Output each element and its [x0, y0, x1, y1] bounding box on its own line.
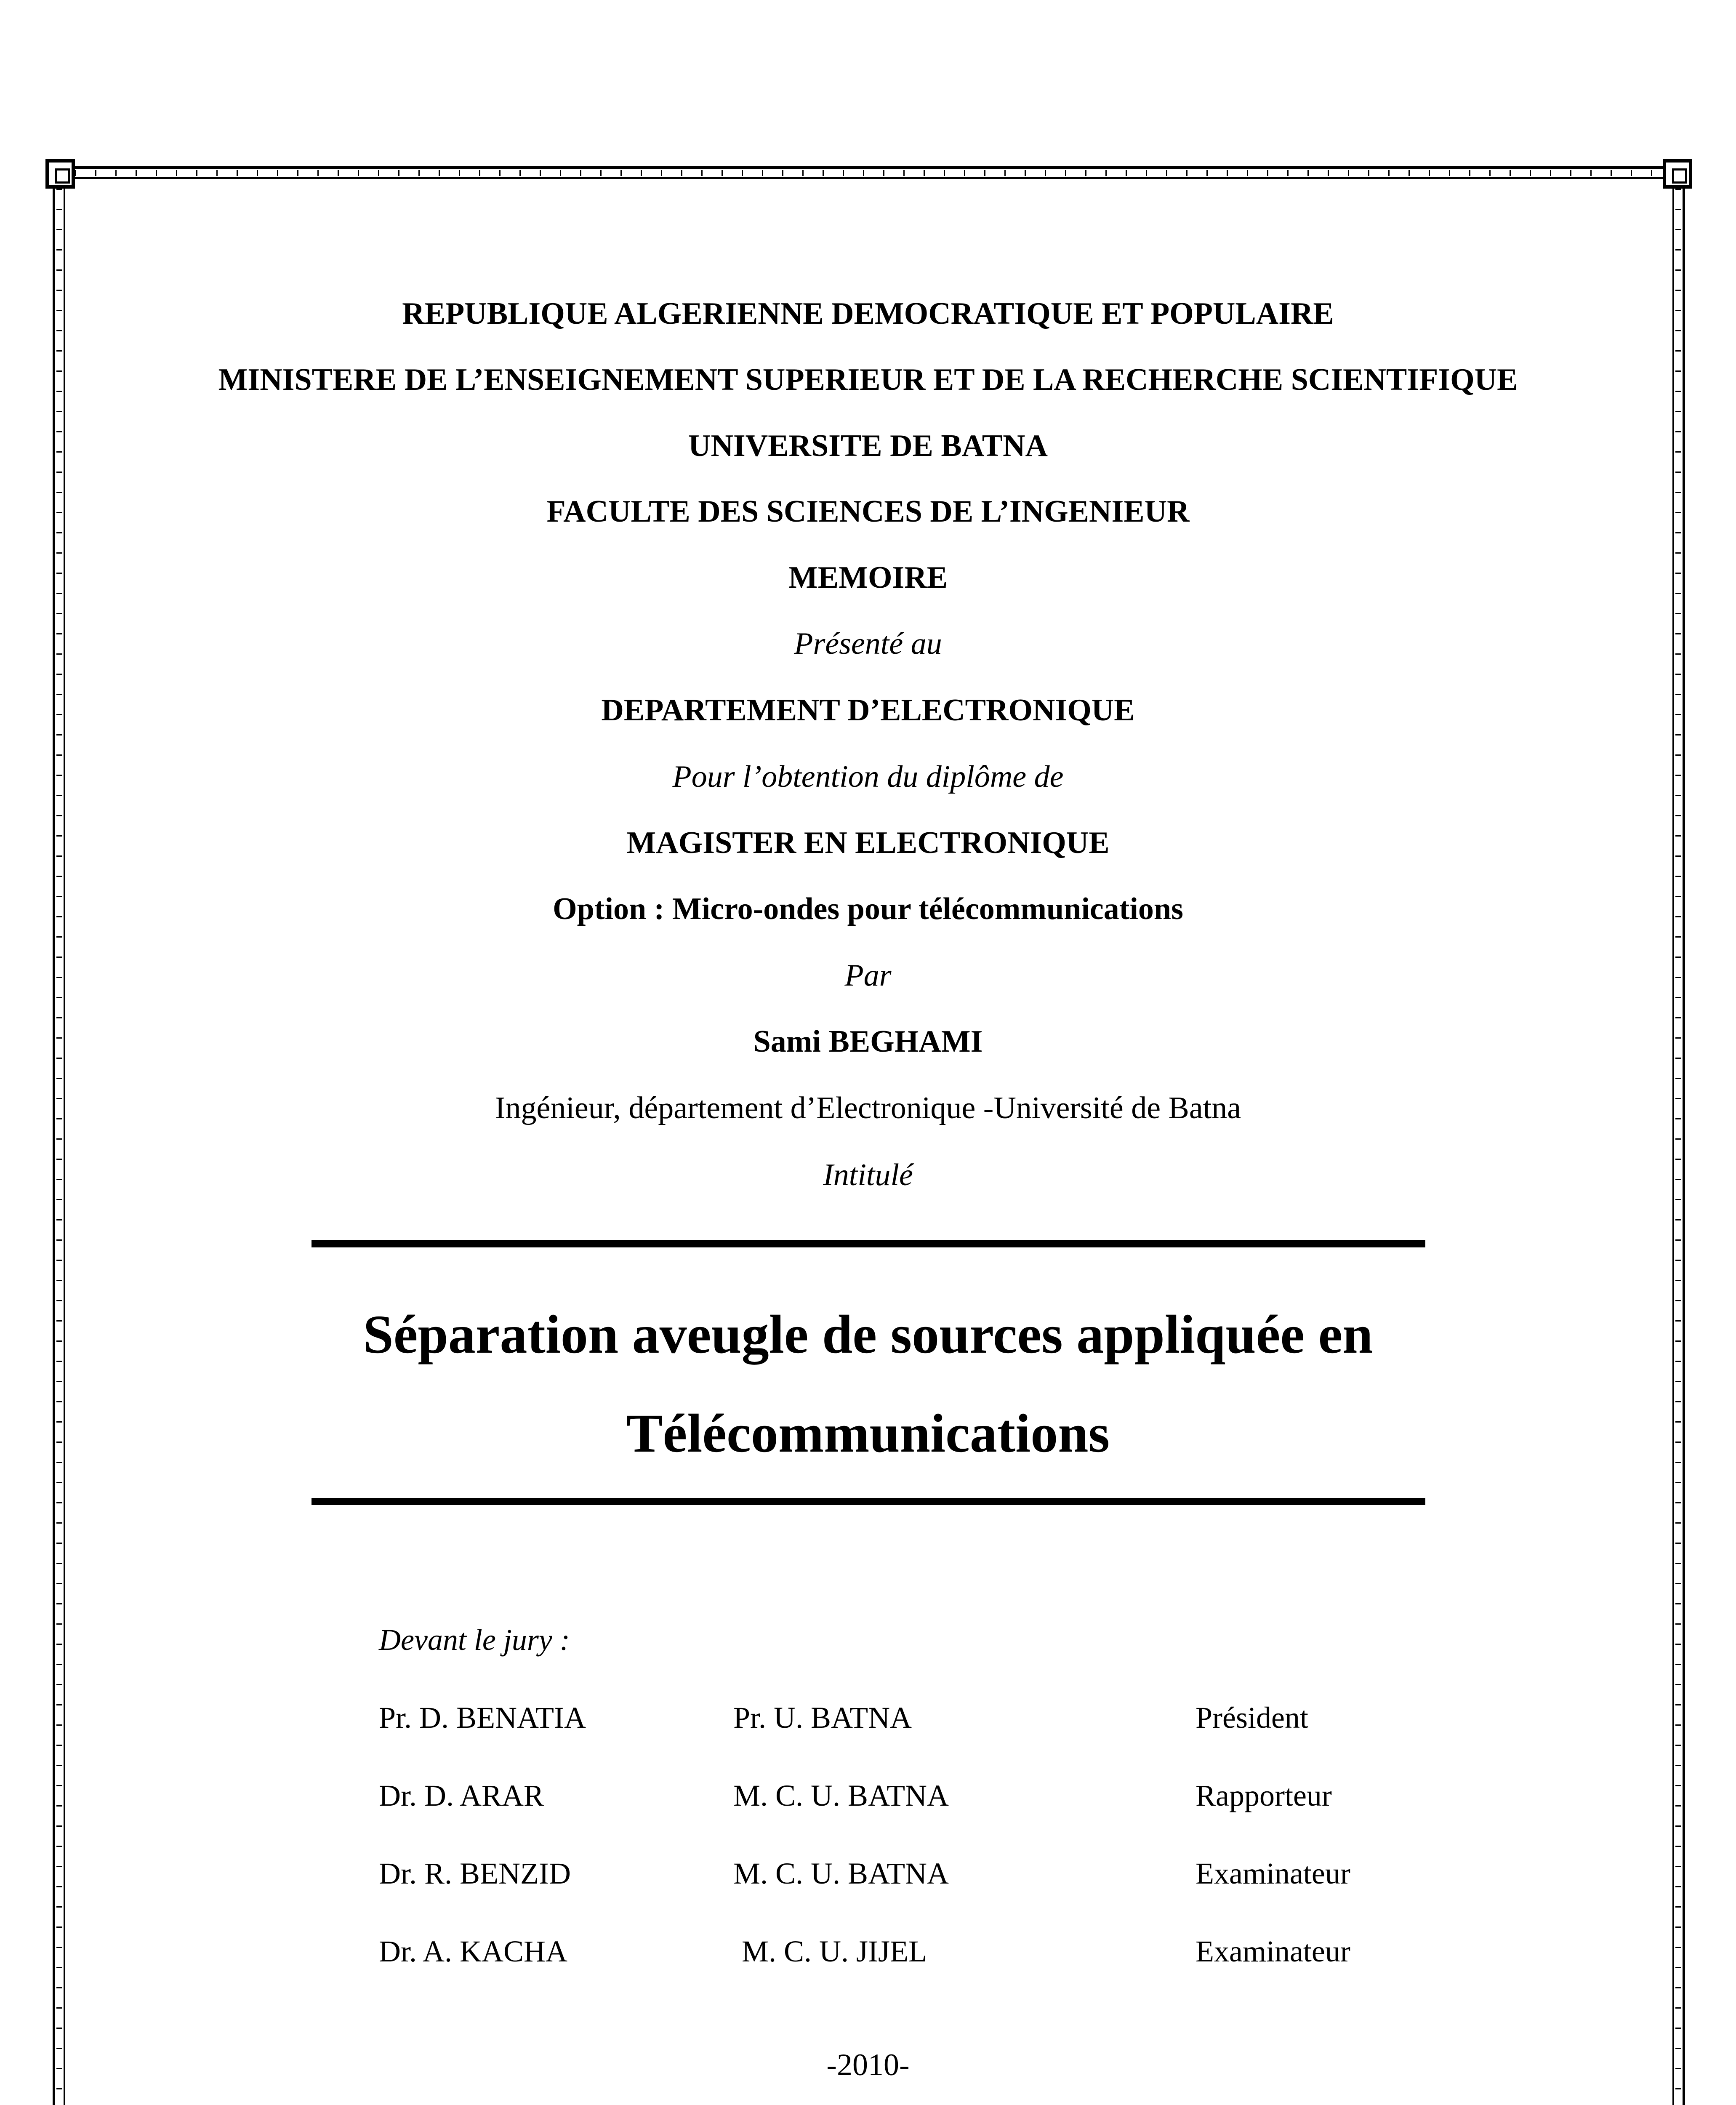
jury-member-row	[0, 1855, 1736, 1892]
by-text: Par	[844, 958, 892, 993]
jury-member-role: Examinateur	[1195, 1934, 1350, 1968]
jury-member-name: Dr. R. BENZID	[379, 1857, 571, 1890]
jury-member-institution: M. C. U. JIJEL	[742, 1934, 927, 1968]
document-type: MEMOIRE	[788, 560, 948, 595]
year: -2010-	[826, 2048, 910, 2082]
titled-text: Intitulé	[823, 1158, 913, 1192]
diploma-heading: MAGISTER EN ELECTRONIQUE	[626, 826, 1110, 860]
jury-member-institution: M. C. U. BATNA	[733, 1779, 949, 1812]
jury-member-row	[0, 1699, 1736, 1737]
thesis-title-line-1: Séparation aveugle de sources appliquée en	[363, 1304, 1373, 1365]
faculty-heading: FACULTE DES SCIENCES DE L’INGENIEUR	[546, 494, 1190, 529]
jury-member-row	[0, 1777, 1736, 1815]
corner-ornament-top-right	[1663, 159, 1692, 189]
jury-member-name: Dr. A. KACHA	[379, 1934, 568, 1968]
option-heading: Option : Micro-ondes pour télécommunications	[553, 892, 1183, 926]
university-heading: UNIVERSITE DE BATNA	[688, 429, 1048, 463]
title-rule-top	[312, 1240, 1425, 1247]
jury-caption: Devant le jury :	[379, 1623, 570, 1657]
thesis-title-line-2: Télécommunications	[626, 1403, 1110, 1464]
diploma-intro-text: Pour l’obtention du diplôme de	[672, 759, 1064, 794]
title-rule-bottom	[312, 1498, 1425, 1505]
jury-member-role: Examinateur	[1195, 1857, 1350, 1890]
republic-heading: REPUBLIQUE ALGERIENNE DEMOCRATIQUE ET POPULAIRE	[402, 296, 1334, 331]
author-affiliation: Ingénieur, département d’Electronique -Université de Batna	[495, 1091, 1241, 1125]
department-heading: DEPARTEMENT D’ELECTRONIQUE	[601, 693, 1135, 727]
jury-member-role: Rapporteur	[1195, 1779, 1332, 1812]
jury-member-name: Dr. D. ARAR	[379, 1779, 544, 1812]
jury-member-institution: Pr. U. BATNA	[733, 1701, 912, 1735]
author-name: Sami BEGHAMI	[753, 1024, 983, 1059]
ministry-heading: MINISTERE DE L’ENSEIGNEMENT SUPERIEUR ET DE LA RECHERCHE SCIENTIFIQUE	[218, 362, 1518, 397]
jury-member-row	[0, 1932, 1736, 1970]
corner-ornament-top-left	[45, 159, 75, 189]
jury-member-name: Pr. D. BENATIA	[379, 1701, 586, 1735]
jury-member-role: Président	[1195, 1701, 1308, 1735]
presented-to-text: Présenté au	[794, 626, 942, 661]
jury-member-institution: M. C. U. BATNA	[733, 1857, 949, 1890]
